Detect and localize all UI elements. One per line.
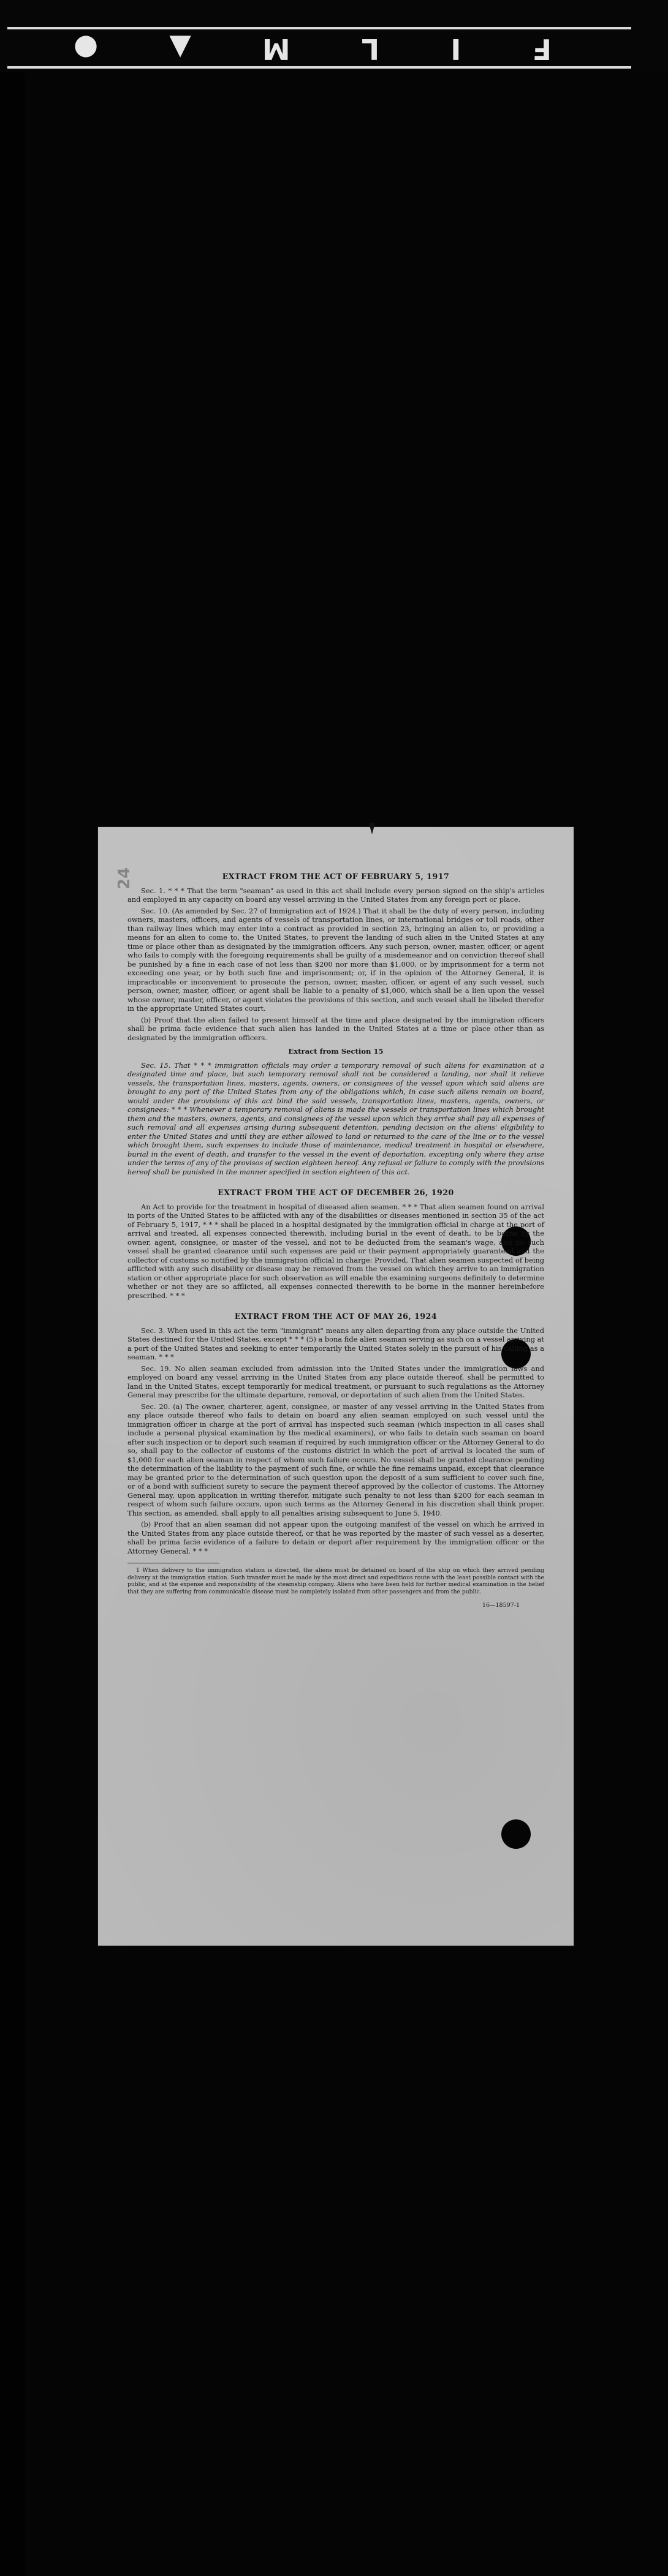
paragraph: Sec. 1. * * * That the term "seaman" as used in this act shall include every person signed on the ship's articles and employed in any capacity on board any vessel arriving in the United States from any foreign port or place. <box>127 886 544 904</box>
paragraph: An Act to provide for the treatment in hospital of diseased alien seamen. * * * That alien seamen found on arrival in ports of the United States to be afflicted with any of the disabilities or diseases mentioned in section 35 of the act of February 5, 1917, * * * shall be placed in a hospital designated by the immigration official in charge at the port of arrival and treated, all expenses connected therewith, including burial in the event of death, to be borne by the owner, agent, consignee, or master of the vessel, and not to be deducted from the seaman's wage, and no such vessel shall be granted clearance until such expenses are paid or their payment appropriately guaranteed and the collector of customs so notified by the immigration official in charge: Provided, That alien seamen suspected of being afflicted with any such disability or disease may be removed from the vessel on which they arrive to an immigration station or other appropriate place for such observation as will enable the examining surgeons definitely to determine whether or not they are so afflicted, all expenses connected therewith to be borne in the manner hereinbefore prescribed. * * * <box>127 1202 544 1300</box>
film-letter: ● <box>74 32 99 66</box>
section-heading: EXTRACT FROM THE ACT OF MAY 26, 1924 <box>234 1312 438 1321</box>
paragraph: Sec. 19. No alien seaman excluded from admission into the United States under the immigration laws and employed on board any vessel arriving in the United States from any place outside thereof, shall be permitted to land in the United States, except temporarily for medical treatment, or pursuant to such regulations as the Attorney General may prescribe for the ultimate departure, removal, or deportation of such alien from the United States. <box>127 1364 544 1399</box>
paragraph: Sec. 3. When used in this act the term "immigrant" means any alien departing from any place outside the United States destined for the United States, except * * * (5) a bona fide alien seaman serving as such on a vessel arriving at a port of the United States and seeking to enter temporarily the United States solely in the pursuit of his calling as a seaman. * * * <box>127 1326 544 1361</box>
film-letter: I <box>450 32 461 66</box>
staple-mark <box>369 823 375 834</box>
film-letter: ▲ <box>169 32 191 66</box>
print-code: 16—18597-1 <box>482 1602 520 1609</box>
film-header-label <box>74 31 552 67</box>
paragraph: Sec. 15. That * * * immigration officials may order a temporary removal of such aliens for examination at a designated time and place, but such temporary removal shall not be considered a landing, nor shall it relieve vessels, the transportation lines, masters, agents, owners, or consignees of the vessel upon which said aliens are brought to any port of the United States from any of the obligations which, in case such aliens remain on board, would under the provisions of this act bind the said vessels, transportation lines, masters, agents, owners, or consignees: * * * Whenever a temporary removal of aliens is made the vessels or transportation lines which brought them and the masters, owners, agents, and consignees of the vessel upon which they arrive shall pay all expenses of such removal and all expenses arising during subsequent detention, pending decision on the aliens' eligibility to enter the United States and until they are either allowed to land or returned to the care of the line or to the vessel which brought them, such expenses to include those of maintenance, medical treatment in hospital or elsewhere, burial in the event of death, and transfer to the vessel in the event of deportation, excepting only where they arise under the terms of any of the provisos of section eighteen hereof. Any refusal or failure to comply with the provisions hereof shall be punished in the manner specified in section eighteen of this act. <box>127 1060 544 1176</box>
paragraph: Sec. 20. (a) The owner, charterer, agent, consignee, or master of any vessel arriving in the United States from any place outside thereof who fails to detain on board any alien seaman employed on such vessel until the immigration officer in charge at the port of arrival has inspected such seaman (which inspection in all cases shall include a personal physical examination by the medical examiners), or who fails to detain such seaman on board after such inspection or to deport such seaman if required by such immigration officer or the Attorney General to do so, shall pay to the collector of customs of the customs district in which the port of arrival is located the sum of $1,000 for each alien seaman in respect of whom such failure occurs. No vessel shall be granted clearance pending the determination of the liability to the payment of such fine, or while the fine remains unpaid, except that clearance may be granted prior to the determination of such question upon the deposit of a sum sufficient to cover such fine, or of a bond with sufficient surety to secure the payment thereof approved by the collector of customs. The Attorney General may, upon application in writing therefor, mitigate such penalty to not less than $200 for each seaman in respect of whom such failure occurs, upon such terms as the Attorney General in his discretion shall think proper. This section, as amended, shall apply to all penalties arising subsequent to June 5, 1940. <box>127 1402 544 1517</box>
section-heading: EXTRACT FROM THE ACT OF DECEMBER 26, 1920 <box>218 1188 454 1197</box>
section-heading: EXTRACT FROM THE ACT OF FEBRUARY 5, 1917 <box>222 872 450 881</box>
document-page <box>98 827 574 1946</box>
document-body <box>127 872 544 1611</box>
subsection-heading: Extract from Section 15 <box>288 1047 384 1056</box>
paragraph: Sec. 10. (As amended by Sec. 27 of Immigration act of 1924.) That it shall be the duty of every person, including owners, masters, officers, and agents of vessels of transportation lines, or international bridges or toll roads, other than railway lines which may enter into a contract as provided in section 23, bringing an alien to, or providing a means for an alien to come to, the United States, to prevent the landing of such alien in the United States at any time or place other than as designated by the immigration officers. Any such person, owner, master, officer, or agent who fails to comply with the foregoing requirements shall be guilty of a misdemeanor and on conviction thereof shall be punished by a fine in each case of not less than $200 nor more than $1,000, or by imprisonment for a term not exceeding one year, or by both such fine and imprisonment; or, if in the opinion of the Attorney General, it is impracticable or inconvenient to prosecute the person, owner, master, officer, or agent of any such vessel, such person, owner, master, officer, or agent shall be liable to a penalty of $1,000, which shall be a lien upon the vessel whose owner, master, officer, or agent violates the provisions of this section, and such vessel shall be libeled therefor in the appropriate United States court. <box>127 906 544 1013</box>
paragraph: (b) Proof that an alien seaman did not appear upon the outgoing manifest of the vessel on which he arrived in the United States from any place outside thereof, or that he was reported by the master of such vessel as a deserter, shall be prima facie evidence of a failure to detain or deport after requirement by the immigration officer or the Attorney General. * * * <box>127 1520 544 1555</box>
film-letter: L <box>361 32 380 66</box>
page-stamp: 24 <box>115 867 134 890</box>
footnote: 1 When delivery to the immigration station is directed, the aliens must be detained on board of the ship on which they arrived pending delivery at the immigration station. Such transfer must be made by the most direct and expeditious route with the least possible contact with the public, and at the expense and responsibility of the steamship company. Aliens who have been held for further medical examination in the belief that they are suffering from communicable disease must be completely isolated from other passengers and from the public. <box>127 1567 544 1595</box>
paragraph: (b) Proof that the alien failed to present himself at the time and place designated by the immigration officers shall be prima facie evidence that such alien has landed in the United States at a time or place other than as designated by the immigration officers. <box>127 1015 544 1042</box>
film-letter: F <box>532 32 552 66</box>
film-header <box>0 0 668 72</box>
film-rule-bottom <box>7 66 631 69</box>
film-letter: M <box>262 32 290 66</box>
punch-hole <box>501 1819 531 1849</box>
film-rule-top <box>7 27 631 29</box>
film-strip-edge <box>0 72 25 2576</box>
